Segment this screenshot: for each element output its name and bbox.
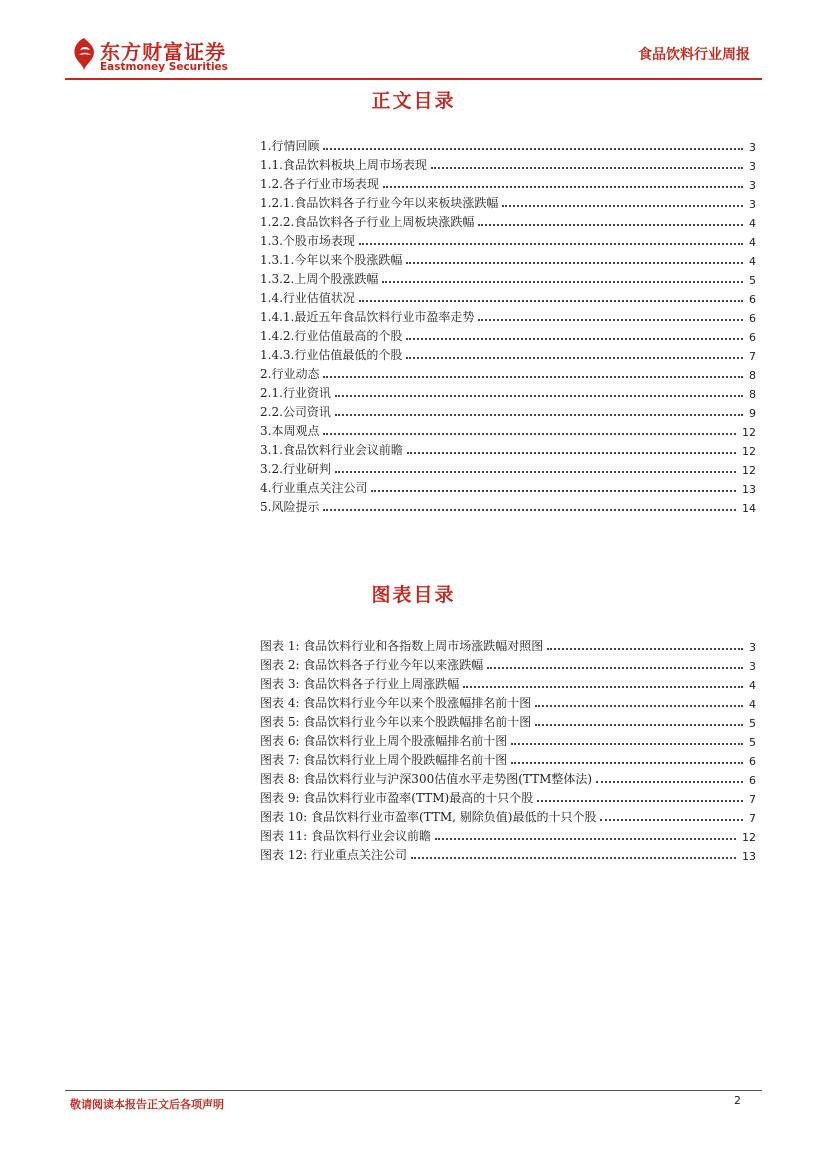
toc-entry-label: 2.1.行业资讯 [260,386,331,400]
toc-entry-page: 6 [749,774,756,787]
toc-dot-leader [463,686,743,688]
toc-dot-leader [487,667,743,669]
toc-entry-label: 1.4.行业估值状况 [260,291,355,305]
toc-dot-leader [335,395,743,397]
toc-dot-leader [411,857,736,859]
toc-entry-label: 图表 5: 食品饮料行业今年以来个股跌幅排名前十图 [260,715,532,729]
toc-dot-leader [535,705,743,707]
toc-entry-label: 3.1.食品饮料行业会议前瞻 [260,443,403,457]
figure-toc-list [260,635,756,863]
toc-entry-page: 14 [742,502,756,515]
toc-entry-page: 4 [749,255,756,268]
toc-entry-page: 13 [742,850,756,863]
toc-dot-leader [406,357,743,359]
toc-entry[interactable] [260,654,756,673]
page-header [0,0,827,90]
page-number: 2 [734,1094,741,1107]
toc-entry-label: 2.行业动态 [260,367,320,381]
toc-entry-page: 5 [749,717,756,730]
toc-entry-label: 1.2.各子行业市场表现 [260,177,379,191]
toc-entry[interactable] [260,673,756,692]
toc-entry-page: 4 [749,217,756,230]
toc-entry[interactable] [260,768,756,787]
toc-entry-page: 4 [749,698,756,711]
toc-entry-label: 1.1.食品饮料板块上周市场表现 [260,158,427,172]
toc-dot-leader [323,148,743,150]
toc-entry-page: 3 [749,198,756,211]
toc-entry[interactable] [260,806,756,825]
main-toc-title: 正文目录 [371,90,456,112]
toc-dot-leader [478,224,743,226]
toc-entry-label: 图表 7: 食品饮料行业上周个股跌幅排名前十图 [260,753,508,767]
toc-dot-leader [537,800,743,802]
toc-entry-page: 4 [749,236,756,249]
toc-dot-leader [359,243,743,245]
toc-dot-leader [511,762,743,764]
toc-entry[interactable] [260,749,756,768]
toc-entry-page: 9 [749,407,756,420]
toc-entry-label: 3.本周观点 [260,424,320,438]
logo-cn-text: 东方财富证券 [100,40,226,64]
toc-dot-leader [502,205,743,207]
toc-entry-label: 图表 1: 食品饮料行业和各指数上周市场涨跌幅对照图 [260,639,544,653]
toc-dot-leader [359,300,743,302]
toc-entry[interactable] [260,344,756,363]
toc-entry-page: 3 [749,160,756,173]
toc-entry-label: 1.3.2.上周个股涨跌幅 [260,272,379,286]
toc-dot-leader [535,724,743,726]
toc-entry[interactable] [260,173,756,192]
toc-dot-leader [431,167,743,169]
toc-entry-label: 2.2.公司资讯 [260,405,331,419]
toc-entry[interactable] [260,268,756,287]
toc-entry-page: 5 [749,274,756,287]
toc-entry-page: 8 [749,369,756,382]
toc-entry-label: 图表 2: 食品饮料各子行业今年以来涨跌幅 [260,658,484,672]
toc-dot-leader [323,433,736,435]
company-logo [70,36,270,80]
toc-dot-leader [511,743,743,745]
toc-dot-leader [600,819,743,821]
toc-entry[interactable] [260,825,756,844]
toc-dot-leader [596,781,743,783]
toc-dot-leader [382,281,743,283]
toc-entry-page: 5 [749,736,756,749]
toc-entry-label: 1.2.1.食品饮料各子行业今年以来板块涨跌幅 [260,196,499,210]
toc-entry[interactable] [260,420,756,439]
toc-dot-leader [547,648,743,650]
toc-entry-page: 7 [749,812,756,825]
footer-divider [65,1090,762,1091]
toc-entry[interactable] [260,692,756,711]
toc-entry-page: 12 [742,831,756,844]
toc-entry-label: 5.风险提示 [260,500,320,514]
toc-dot-leader [406,338,743,340]
toc-entry-page: 3 [749,641,756,654]
toc-entry-label: 图表 9: 食品饮料行业市盈率(TTM)最高的十只个股 [260,791,534,805]
toc-entry-page: 6 [749,331,756,344]
toc-entry-page: 6 [749,293,756,306]
toc-entry-label: 图表 3: 食品饮料各子行业上周涨跌幅 [260,677,460,691]
toc-entry[interactable] [260,711,756,730]
header-divider [65,78,762,80]
toc-entry-label: 1.3.1.今年以来个股涨跌幅 [260,253,403,267]
toc-dot-leader [335,414,743,416]
toc-entry[interactable] [260,211,756,230]
toc-entry[interactable] [260,844,756,863]
toc-entry[interactable] [260,477,756,496]
toc-entry-page: 6 [749,312,756,325]
toc-entry-label: 图表 10: 食品饮料行业市盈率(TTM, 剔除负值)最低的十只个股 [260,810,597,824]
toc-dot-leader [383,186,743,188]
logo-en-text: Eastmoney Securities [100,61,228,73]
toc-entry[interactable] [260,287,756,306]
toc-entry-label: 1.4.3.行业估值最低的个股 [260,348,403,362]
toc-dot-leader [406,262,743,264]
toc-dot-leader [323,509,736,511]
toc-entry[interactable] [260,439,756,458]
report-type: 食品饮料行业周报 [638,47,750,63]
toc-entry-page: 6 [749,755,756,768]
toc-entry-label: 4.行业重点关注公司 [260,481,368,495]
toc-entry[interactable] [260,458,756,477]
toc-entry-label: 图表 4: 食品饮料行业今年以来个股涨幅排名前十图 [260,696,532,710]
toc-dot-leader [323,376,743,378]
toc-entry[interactable] [260,192,756,211]
toc-entry-label: 1.2.2.食品饮料各子行业上周板块涨跌幅 [260,215,475,229]
eastmoney-logo-icon [70,36,98,72]
toc-entry[interactable] [260,325,756,344]
toc-entry-label: 1.4.2.行业估值最高的个股 [260,329,403,343]
toc-entry-page: 12 [742,464,756,477]
toc-entry[interactable] [260,135,756,154]
toc-entry-label: 图表 12: 行业重点关注公司 [260,848,407,862]
toc-dot-leader [435,838,736,840]
toc-entry-page: 3 [749,660,756,673]
toc-entry-page: 3 [749,179,756,192]
toc-entry[interactable] [260,496,756,515]
toc-dot-leader [335,471,736,473]
toc-dot-leader [371,490,736,492]
toc-entry-page: 4 [749,679,756,692]
toc-dot-leader [478,319,743,321]
figure-toc-title: 图表目录 [371,584,456,606]
toc-entry[interactable] [260,382,756,401]
toc-entry[interactable] [260,306,756,325]
toc-entry[interactable] [260,154,756,173]
toc-entry-label: 图表 8: 食品饮料行业与沪深300估值水平走势图(TTM整体法) [260,772,593,786]
toc-entry-page: 12 [742,426,756,439]
toc-entry[interactable] [260,635,756,654]
toc-entry-label: 图表 6: 食品饮料行业上周个股涨幅排名前十图 [260,734,508,748]
toc-entry[interactable] [260,249,756,268]
toc-entry-page: 7 [749,793,756,806]
toc-entry-label: 1.行情回顾 [260,139,320,153]
main-toc-list [260,135,756,515]
toc-entry-label: 1.3.个股市场表现 [260,234,355,248]
toc-entry-page: 3 [749,141,756,154]
toc-entry[interactable] [260,730,756,749]
toc-entry[interactable] [260,363,756,382]
toc-entry-page: 7 [749,350,756,363]
toc-entry-page: 12 [742,445,756,458]
toc-entry[interactable] [260,230,756,249]
toc-entry-label: 1.4.1.最近五年食品饮料行业市盈率走势 [260,310,475,324]
toc-entry-page: 13 [742,483,756,496]
toc-dot-leader [407,452,736,454]
toc-entry-label: 图表 11: 食品饮料行业会议前瞻 [260,829,431,843]
toc-entry-page: 8 [749,388,756,401]
toc-entry-label: 3.2.行业研判 [260,462,331,476]
toc-entry[interactable] [260,401,756,420]
toc-entry[interactable] [260,787,756,806]
footer-disclaimer: 敬请阅读本报告正文后各项声明 [70,1098,224,1111]
